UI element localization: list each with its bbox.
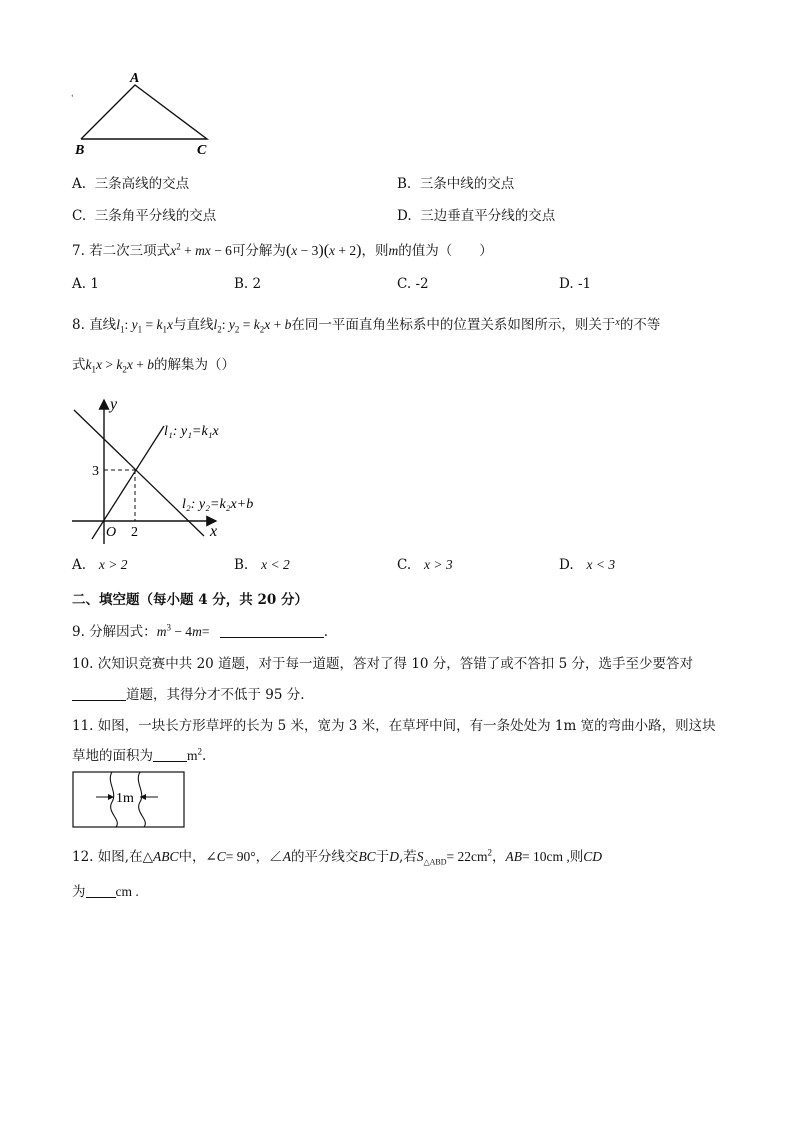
axis-label-y: y xyxy=(110,396,118,413)
q8-stem-line2: 式$k_1x > k_2x + b$的解集为（） xyxy=(72,357,235,375)
q6-option-d[interactable]: D. 三边垂直平分线的交点 xyxy=(397,208,556,224)
q6-option-c[interactable]: C. 三条角平分线的交点 xyxy=(72,208,217,224)
q11-answer-blank[interactable] xyxy=(153,747,187,762)
q8-stem-line1: 8. 直线$l_1$: $y_1 = k_1x$与直线$l_2$: $y_2 = k_2x + b$在同一平面直角坐标系中的位置关系如图所示，则关于$^x$的不等 xyxy=(72,317,661,335)
q6-option-a[interactable]: A. 三条高线的交点 xyxy=(72,176,190,192)
vertex-label-a: A xyxy=(130,71,140,86)
q10-line1: 10. 次知识竞赛中共 20 道题，对于每一道题，答对了得 10 分，答错了或不答扣 5 分，选手至少要答对 xyxy=(72,656,693,672)
q10-answer-blank[interactable] xyxy=(72,686,126,701)
path-right-edge xyxy=(138,772,145,827)
q9-stem: 9. 分解因式：$m^3 - 4m=$ . xyxy=(72,622,329,640)
q12-line2: 为 cm . xyxy=(72,884,139,900)
q10-line2: 道题，其得分才不低于 95 分. xyxy=(72,683,305,703)
q8-option-d[interactable]: D. x < 3 xyxy=(559,557,616,573)
tick-label-y: 3 xyxy=(92,464,99,479)
line-l1 xyxy=(92,426,164,539)
q7-option-a[interactable]: A. 1 xyxy=(72,276,99,292)
svg-text:ʻ: ʻ xyxy=(71,93,74,102)
q8-option-b[interactable]: B. x < 2 xyxy=(234,557,290,573)
q11-lawn-figure xyxy=(72,770,187,830)
q7-stem: 7. 若二次三项式$x^2$ + mx − 6可分解为(x − 3)(x + 2)，则m的值为（ ） xyxy=(72,241,493,259)
line-l1-label: l₁: y₁=k₁x xyxy=(164,424,219,439)
q7-option-d[interactable]: D. -1 xyxy=(559,276,592,292)
q7-option-b[interactable]: B. 2 xyxy=(234,276,262,292)
q8-option-a[interactable]: A. x > 2 xyxy=(72,557,128,573)
line-l2-label: l₂: y₂=k₂x+b xyxy=(182,497,254,512)
section-2-heading: 二、填空题（每小题 4 分，共 20 分） xyxy=(72,592,308,608)
q7-option-c[interactable]: C. -2 xyxy=(397,276,429,292)
origin-label: O xyxy=(106,525,117,540)
q8-coordinate-graph xyxy=(68,394,254,546)
axis-label-x: x xyxy=(210,523,218,540)
tick-label-x: 2 xyxy=(131,525,138,540)
path-width-label: 1m xyxy=(116,791,134,806)
vertex-label-b: B xyxy=(75,143,85,158)
q9-answer-blank[interactable] xyxy=(220,623,324,638)
q12-answer-blank[interactable] xyxy=(86,883,116,898)
triangle-abc-figure xyxy=(66,66,226,158)
q11-line2: 草地的面积为 $m^2$. xyxy=(72,746,207,764)
q8-option-c[interactable]: C. x > 3 xyxy=(397,557,453,573)
q11-line1: 11. 如图，一块长方形草坪的长为 5 米，宽为 3 米，在草坪中间，有一条处处为 1m 宽的弯曲小路，则这块 xyxy=(72,718,716,734)
vertex-label-c: C xyxy=(197,143,207,158)
q6-option-b[interactable]: B. 三条中线的交点 xyxy=(397,176,515,192)
q12-line1: 12. 如图,在△ABC中，∠C= 90°，∠A的平分线交BC于D,若$S_{\triangle ABD}= 22cm^2$，AB= 10cm ,则CD xyxy=(72,847,603,867)
